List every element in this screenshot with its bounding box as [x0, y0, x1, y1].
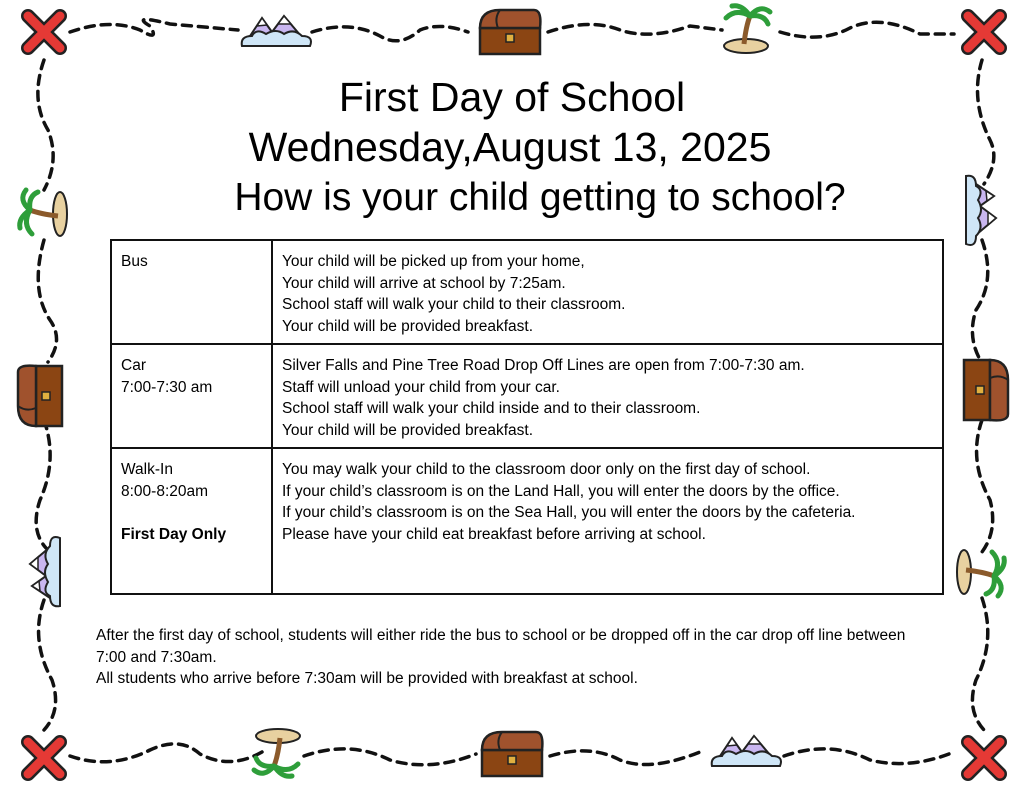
detail-line: Your child will be provided breakfast.	[282, 317, 534, 335]
details-cell	[272, 240, 943, 344]
table-row	[111, 240, 943, 344]
footer-paragraph: After the first day of school, students will either ride the bus to school or be dropped off in the car drop off line between 7:00 and 7:30am.	[96, 627, 906, 666]
detail-line: If your child’s classroom is on the Sea Hall, you will enter the doors by the cafeteria.	[282, 504, 856, 521]
details-cell	[272, 448, 943, 594]
spacer	[121, 502, 262, 524]
mode-cell	[111, 344, 272, 448]
detail-line: Your child will be provided breakfast.	[282, 421, 534, 439]
question-heading: How is your child getting to school?	[234, 176, 846, 219]
event-date: Wednesday,August 13, 2025	[248, 124, 772, 170]
mode-cell	[111, 240, 272, 344]
mode-time: 7:00-7:30 am	[121, 378, 213, 396]
detail-line: Silver Falls and Pine Tree Road Drop Off Lines are open from 7:00-7:30 am.	[282, 357, 805, 374]
mode-label: Bus	[121, 253, 148, 270]
mode-label: Car	[121, 357, 146, 374]
page-title: First Day of School	[338, 74, 686, 120]
detail-line: Your child will be picked up from your home,	[282, 253, 585, 270]
detail-line: Staff will unload your child from your car.	[282, 378, 560, 396]
footer-note	[96, 625, 926, 690]
table-row	[111, 448, 943, 594]
mode-cell	[111, 448, 272, 594]
mode-note: First Day Only	[121, 526, 227, 543]
detail-line: Your child will arrive at school by 7:25am.	[282, 274, 566, 292]
mode-time: 8:00-8:20am	[121, 482, 209, 500]
detail-line: School staff will walk your child to their classroom.	[282, 296, 626, 313]
detail-line: If your child’s classroom is on the Land Hall, you will enter the doors by the office.	[282, 482, 840, 500]
footer-paragraph: All students who arrive before 7:30am will be provided with breakfast at school.	[96, 670, 638, 687]
transport-table	[110, 239, 944, 595]
mode-label: Walk-In	[121, 461, 173, 478]
detail-line: Please have your child eat breakfast before arriving at school.	[282, 525, 706, 543]
detail-line: You may walk your child to the classroom door only on the first day of school.	[282, 461, 811, 478]
details-cell	[272, 344, 943, 448]
detail-line: School staff will walk your child inside and to their classroom.	[282, 400, 701, 417]
table-row	[111, 344, 943, 448]
